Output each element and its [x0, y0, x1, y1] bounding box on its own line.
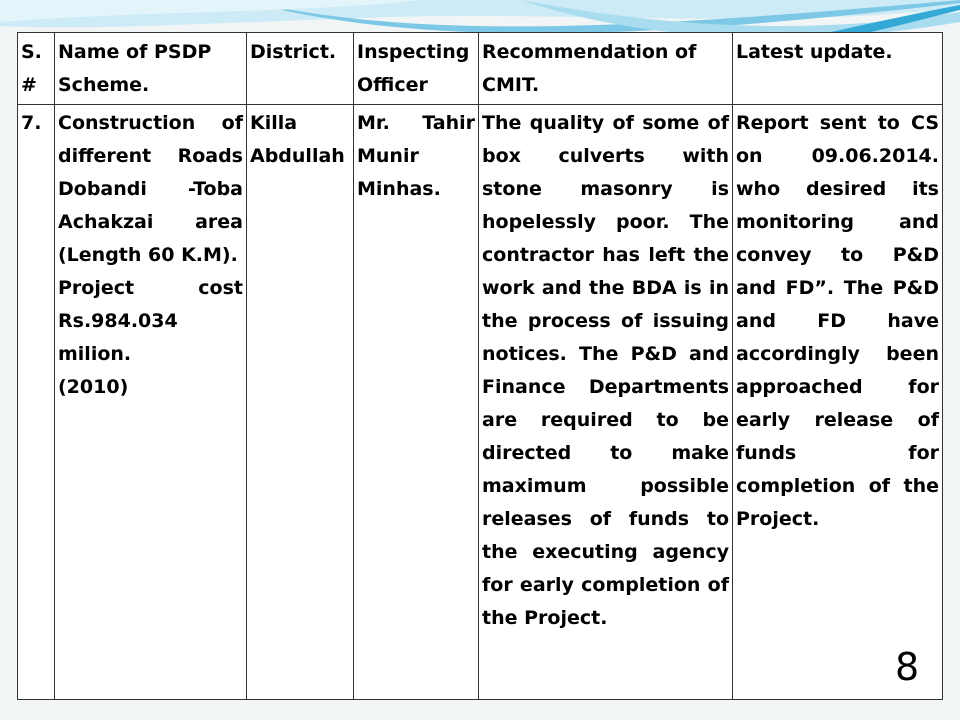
header-sno: S. # [18, 33, 55, 105]
row-inspecting-officer: Mr. Tahir Munir Minhas. [354, 105, 479, 700]
row-sno: 7. [18, 105, 55, 700]
row-latest-update: Report sent to CS on 09.06.2014. who desired its monitoring and convey to P&D and FD”. The P&D and FD have accordingly been approached for early release of funds for completion of the Project. [733, 105, 943, 700]
table-row [18, 105, 943, 700]
header-scheme-name: Name of PSDP Scheme. [55, 33, 247, 105]
row-district: Killa Abdullah [247, 105, 354, 700]
project-year: (2010) [58, 376, 129, 398]
row-scheme-cell [55, 105, 247, 700]
header-inspecting-officer: Inspecting Officer [354, 33, 479, 105]
row-recommendation: The quality of some of box culverts with stone masonry is hopelessly poor. The contractor has left the work and the BDA is in the process of issuing notices. The P&D and Finance Departments are required to be directed to make maximum possible releases of funds to the executing agency for early completion of the Project. [479, 105, 733, 700]
scheme-description: Construction of different Roads Dobandi -Toba Achakzai area (Length 60 K.M). [58, 112, 243, 266]
psdp-report-table [17, 32, 943, 700]
header-district: District. [247, 33, 354, 105]
header-recommendation: Recommendation of CMIT. [479, 33, 733, 105]
project-cost: Project cost Rs.984.034 milion. [58, 277, 243, 365]
page-number: 8 [895, 645, 920, 689]
table-header-row [18, 33, 943, 105]
header-latest-update: Latest update. [733, 33, 943, 105]
